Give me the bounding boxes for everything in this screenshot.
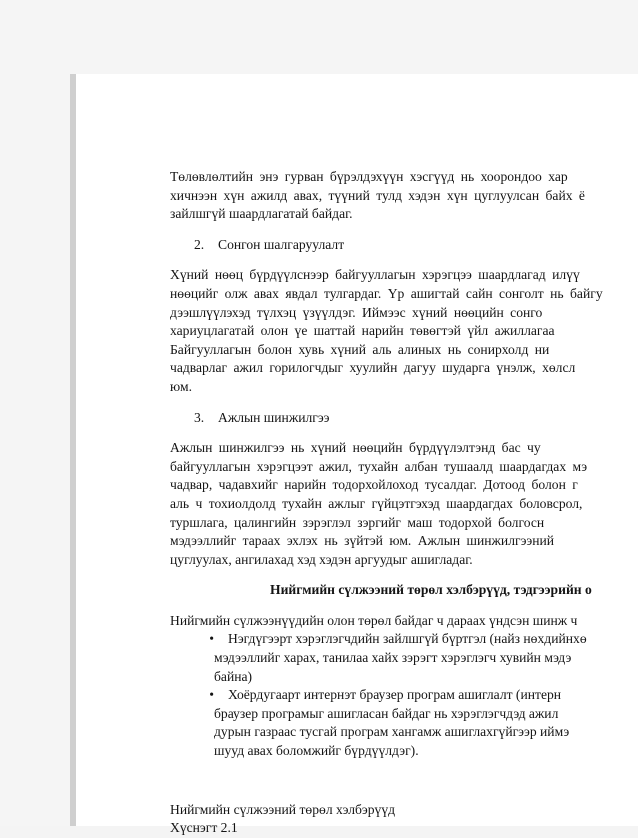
section-heading-3	[170, 409, 638, 428]
heading-number: 2.	[194, 236, 205, 252]
page-edge-shadow	[70, 74, 76, 826]
paragraph-line: аль ч тохиолдолд тухайн ажлыг гүйцэтгэхэд шаардагдах боловсрол,	[170, 495, 583, 511]
section-title: Нийгмийн сүлжээний төрөл хэлбэрүүд, тэдгээрийн о	[270, 582, 592, 598]
paragraph-line: Хүний нөөц бүрдүүлснээр байгууллагын хэрэгцээ шаардлагад илүү	[170, 267, 580, 283]
paragraph-line: Байгууллагын болон хувь хүний аль алиных нь сонирхолд ни	[170, 341, 550, 357]
paragraph-line: мэдээллийг тараах эхлэх нь зүйтэй юм. Ажлын шинжилгээний	[170, 533, 555, 549]
paragraph-line: цуглуулах, ангилахад хэд хэдэн аргуудыг ашигладаг.	[170, 551, 473, 567]
heading-text: Сонгон шалгаруулалт	[218, 236, 345, 252]
bullet-line: браузер програмыг ашигласан байдаг нь хэрэглэгчдэд ажил	[214, 705, 559, 721]
document-content	[170, 168, 638, 838]
caption-title: Нийгмийн сүлжээний төрөл хэлбэрүүд	[170, 801, 396, 817]
paragraph-line: зайлшгүй шаардлагатай байдаг.	[170, 206, 353, 222]
paragraph-line: Төлөвлөлтийн энэ гурван бүрэлдэхүүн хэсгүүд нь хоорондоо хар	[170, 169, 568, 184]
paragraph-line: нөөцийг олж авах явдал тулгардаг. Үр ашигтай сайн сонголт нь байгу	[170, 285, 603, 301]
paragraph-line: хариуцлагатай олон үе шаттай нарийн төвөгтэй үйл ажиллагаа	[170, 323, 555, 339]
bullet-item-1	[170, 630, 638, 649]
bullet-line: байна)	[214, 668, 253, 684]
heading-number: 3.	[194, 409, 205, 425]
bullet-line: Хоёрдугаарт интернэт браузер програм ашиглалт (интерн	[228, 687, 562, 703]
section-heading-2	[170, 236, 638, 255]
intro-line: Нийгмийн сүлжээнүүдийн олон төрөл байдаг ч дараах үндсэн шинж ч	[170, 612, 578, 628]
bullet-icon: •	[209, 687, 214, 703]
paragraph-line: хичнээн хүн ажилд авах, түүний тулд хэдэн хүн цуглуулсан байх ё	[170, 187, 585, 203]
paragraph-line: байгууллагын хэрэгцээт ажил, тухайн албан тушаалд шаардагдах мэ	[170, 458, 588, 474]
bullet-icon: •	[209, 631, 214, 647]
bullet-line: мэдээллийг харах, танилаа хайх зэрэгт хэрэглэгч хувийн мэдэ	[214, 650, 572, 666]
bullet-line: дурын газраас тусгай програм хангамж ашиглахгүйгээр иймэ	[214, 724, 570, 740]
bullet-line: Нэгдүгээрт хэрэглэгчдийн зайлшгүй бүртгэл (найз нөхдийнхө	[228, 631, 587, 647]
bullet-line: шууд авах боломжийг бүрдүүлдэг).	[214, 743, 419, 759]
table-label: Хүснэгт 2.1	[170, 820, 238, 836]
paragraph-line: Ажлын шинжилгээ нь хүний нөөцийн бүрдүүлэлтэнд бас чу	[170, 440, 541, 456]
paragraph-line: чадварлаг ажил горилогчдыг хуулийн дагуу шударга үнэлж, хөлсл	[170, 360, 576, 376]
heading-text: Ажлын шинжилгээ	[218, 409, 330, 425]
paragraph-line: туршлага, цалингийн зэрэглэл зэргийг маш тодорхой болгосн	[170, 514, 545, 530]
bullet-item-2	[170, 686, 638, 705]
paragraph-line: чадвар, чадавхийг нарийн тодорхойлоход тусалдаг. Дотоод болон г	[170, 477, 578, 493]
paragraph-line: юм.	[170, 378, 192, 394]
paragraph-line: дээшлүүлэхэд түлхэц үзүүлдэг. Иймээс хүний нөөцийн сонго	[170, 304, 543, 320]
